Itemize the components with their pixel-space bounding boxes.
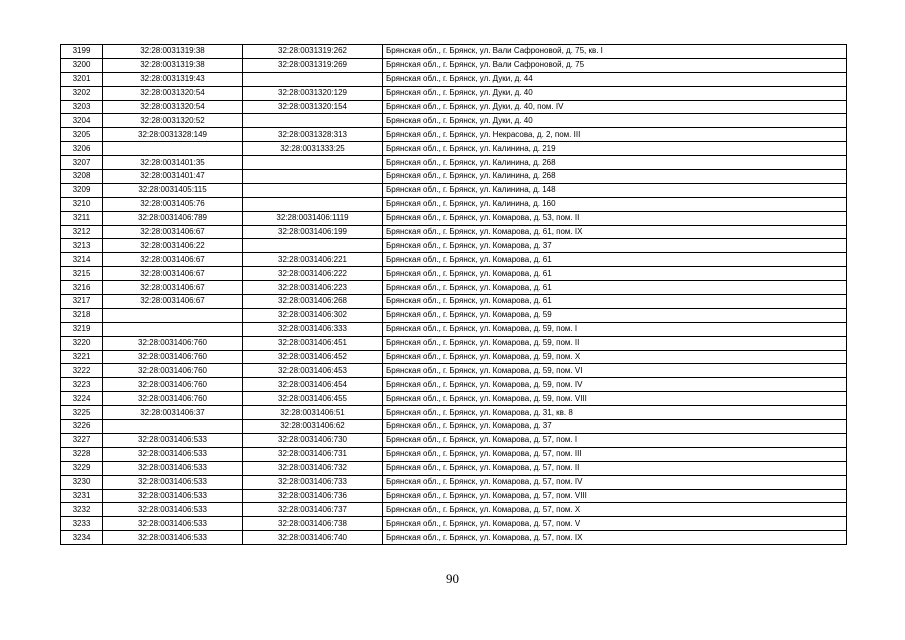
table-row	[61, 336, 847, 350]
row-number-cell: 3234	[61, 531, 103, 545]
object-cadastral-number-cell: 32:28:0031406:223	[243, 281, 383, 295]
cadastral-number-cell: 32:28:0031406:760	[103, 364, 243, 378]
table-row	[61, 503, 847, 517]
cadastral-number-cell: 32:28:0031328:149	[103, 128, 243, 142]
object-cadastral-number-cell: 32:28:0031406:740	[243, 531, 383, 545]
table-row	[61, 350, 847, 364]
row-number-cell: 3233	[61, 517, 103, 531]
object-cadastral-number-cell	[243, 183, 383, 197]
row-number-cell: 3206	[61, 142, 103, 156]
cadastral-number-cell: 32:28:0031406:67	[103, 295, 243, 309]
object-cadastral-number-cell: 32:28:0031406:730	[243, 433, 383, 447]
table-row	[61, 378, 847, 392]
row-number-cell: 3205	[61, 128, 103, 142]
table-row	[61, 475, 847, 489]
table-row	[61, 517, 847, 531]
address-cell: Брянская обл., г. Брянск, ул. Комарова, д. 61, пом. IX	[383, 225, 847, 239]
cadastral-number-cell: 32:28:0031320:54	[103, 86, 243, 100]
table-row	[61, 322, 847, 336]
row-number-cell: 3222	[61, 364, 103, 378]
object-cadastral-number-cell: 32:28:0031406:62	[243, 420, 383, 434]
table-row	[61, 295, 847, 309]
table-row	[61, 420, 847, 434]
address-cell: Брянская обл., г. Брянск, ул. Дуки, д. 44	[383, 72, 847, 86]
address-cell: Брянская обл., г. Брянск, ул. Комарова, д. 59, пом. X	[383, 350, 847, 364]
cadastral-number-cell: 32:28:0031319:43	[103, 72, 243, 86]
cadastral-number-cell: 32:28:0031406:533	[103, 475, 243, 489]
object-cadastral-number-cell: 32:28:0031406:1119	[243, 211, 383, 225]
address-cell: Брянская обл., г. Брянск, ул. Комарова, д. 37	[383, 239, 847, 253]
table-row	[61, 211, 847, 225]
row-number-cell: 3209	[61, 183, 103, 197]
table-row	[61, 86, 847, 100]
row-number-cell: 3216	[61, 281, 103, 295]
object-cadastral-number-cell: 32:28:0031406:451	[243, 336, 383, 350]
table-row	[61, 170, 847, 184]
object-cadastral-number-cell	[243, 156, 383, 170]
address-cell: Брянская обл., г. Брянск, ул. Дуки, д. 40	[383, 114, 847, 128]
row-number-cell: 3224	[61, 392, 103, 406]
object-cadastral-number-cell: 32:28:0031320:154	[243, 100, 383, 114]
address-cell: Брянская обл., г. Брянск, ул. Комарова, д. 57, пом. IV	[383, 475, 847, 489]
address-cell: Брянская обл., г. Брянск, ул. Комарова, д. 61	[383, 253, 847, 267]
table-row	[61, 45, 847, 59]
row-number-cell: 3230	[61, 475, 103, 489]
row-number-cell: 3208	[61, 170, 103, 184]
row-number-cell: 3226	[61, 420, 103, 434]
property-registry-table	[60, 44, 847, 545]
table-row	[61, 142, 847, 156]
cadastral-number-cell	[103, 308, 243, 322]
row-number-cell: 3200	[61, 58, 103, 72]
address-cell: Брянская обл., г. Брянск, ул. Комарова, д. 61	[383, 281, 847, 295]
object-cadastral-number-cell: 32:28:0031406:733	[243, 475, 383, 489]
object-cadastral-number-cell: 32:28:0031406:736	[243, 489, 383, 503]
row-number-cell: 3215	[61, 267, 103, 281]
table-row	[61, 267, 847, 281]
address-cell: Брянская обл., г. Брянск, ул. Комарова, д. 59, пом. VI	[383, 364, 847, 378]
cadastral-number-cell: 32:28:0031406:37	[103, 406, 243, 420]
address-cell: Брянская обл., г. Брянск, ул. Комарова, д. 37	[383, 420, 847, 434]
object-cadastral-number-cell: 32:28:0031406:222	[243, 267, 383, 281]
object-cadastral-number-cell: 32:28:0031406:453	[243, 364, 383, 378]
cadastral-number-cell: 32:28:0031405:76	[103, 197, 243, 211]
cadastral-number-cell	[103, 420, 243, 434]
row-number-cell: 3228	[61, 447, 103, 461]
object-cadastral-number-cell: 32:28:0031319:262	[243, 45, 383, 59]
address-cell: Брянская обл., г. Брянск, ул. Комарова, д. 59, пом. IV	[383, 378, 847, 392]
row-number-cell: 3199	[61, 45, 103, 59]
cadastral-number-cell: 32:28:0031406:67	[103, 253, 243, 267]
cadastral-number-cell: 32:28:0031406:533	[103, 447, 243, 461]
row-number-cell: 3211	[61, 211, 103, 225]
address-cell: Брянская обл., г. Брянск, ул. Калинина, д. 148	[383, 183, 847, 197]
address-cell: Брянская обл., г. Брянск, ул. Вали Сафроновой, д. 75, кв. I	[383, 45, 847, 59]
address-cell: Брянская обл., г. Брянск, ул. Комарова, д. 57, пом. I	[383, 433, 847, 447]
row-number-cell: 3227	[61, 433, 103, 447]
row-number-cell: 3232	[61, 503, 103, 517]
object-cadastral-number-cell: 32:28:0031406:199	[243, 225, 383, 239]
object-cadastral-number-cell	[243, 170, 383, 184]
cadastral-number-cell: 32:28:0031406:67	[103, 225, 243, 239]
table-row	[61, 447, 847, 461]
row-number-cell: 3225	[61, 406, 103, 420]
row-number-cell: 3229	[61, 461, 103, 475]
address-cell: Брянская обл., г. Брянск, ул. Комарова, д. 59	[383, 308, 847, 322]
cadastral-number-cell: 32:28:0031406:533	[103, 489, 243, 503]
table-row	[61, 128, 847, 142]
cadastral-number-cell	[103, 322, 243, 336]
object-cadastral-number-cell	[243, 114, 383, 128]
cadastral-number-cell: 32:28:0031401:35	[103, 156, 243, 170]
object-cadastral-number-cell	[243, 197, 383, 211]
page-number: 90	[446, 571, 459, 586]
address-cell: Брянская обл., г. Брянск, ул. Комарова, д. 57, пом. III	[383, 447, 847, 461]
table-row	[61, 183, 847, 197]
cadastral-number-cell: 32:28:0031406:22	[103, 239, 243, 253]
address-cell: Брянская обл., г. Брянск, ул. Комарова, д. 57, пом. IX	[383, 531, 847, 545]
address-cell: Брянская обл., г. Брянск, ул. Комарова, д. 61	[383, 295, 847, 309]
address-cell: Брянская обл., г. Брянск, ул. Дуки, д. 40, пом. IV	[383, 100, 847, 114]
row-number-cell: 3210	[61, 197, 103, 211]
object-cadastral-number-cell: 32:28:0031406:455	[243, 392, 383, 406]
address-cell: Брянская обл., г. Брянск, ул. Комарова, д. 57, пом. V	[383, 517, 847, 531]
table-row	[61, 489, 847, 503]
cadastral-number-cell: 32:28:0031320:52	[103, 114, 243, 128]
table-row	[61, 308, 847, 322]
cadastral-number-cell: 32:28:0031319:38	[103, 45, 243, 59]
address-cell: Брянская обл., г. Брянск, ул. Комарова, д. 31, кв. 8	[383, 406, 847, 420]
object-cadastral-number-cell: 32:28:0031406:737	[243, 503, 383, 517]
cadastral-number-cell: 32:28:0031406:760	[103, 336, 243, 350]
address-cell: Брянская обл., г. Брянск, ул. Калинина, д. 268	[383, 156, 847, 170]
table-row	[61, 114, 847, 128]
address-cell: Брянская обл., г. Брянск, ул. Вали Сафроновой, д. 75	[383, 58, 847, 72]
row-number-cell: 3212	[61, 225, 103, 239]
address-cell: Брянская обл., г. Брянск, ул. Калинина, д. 268	[383, 170, 847, 184]
cadastral-number-cell: 32:28:0031406:533	[103, 461, 243, 475]
cadastral-number-cell: 32:28:0031406:760	[103, 350, 243, 364]
table-row	[61, 72, 847, 86]
cadastral-number-cell: 32:28:0031406:533	[103, 433, 243, 447]
row-number-cell: 3207	[61, 156, 103, 170]
row-number-cell: 3204	[61, 114, 103, 128]
table-row	[61, 433, 847, 447]
table-row	[61, 461, 847, 475]
table-row	[61, 58, 847, 72]
cadastral-number-cell: 32:28:0031406:760	[103, 378, 243, 392]
cadastral-number-cell: 32:28:0031406:533	[103, 503, 243, 517]
table-row	[61, 364, 847, 378]
row-number-cell: 3218	[61, 308, 103, 322]
object-cadastral-number-cell: 32:28:0031319:269	[243, 58, 383, 72]
cadastral-number-cell: 32:28:0031319:38	[103, 58, 243, 72]
table-row	[61, 406, 847, 420]
object-cadastral-number-cell: 32:28:0031328:313	[243, 128, 383, 142]
row-number-cell: 3221	[61, 350, 103, 364]
object-cadastral-number-cell: 32:28:0031406:221	[243, 253, 383, 267]
table-row	[61, 156, 847, 170]
table-row	[61, 253, 847, 267]
cadastral-number-cell: 32:28:0031405:115	[103, 183, 243, 197]
object-cadastral-number-cell	[243, 239, 383, 253]
object-cadastral-number-cell: 32:28:0031406:454	[243, 378, 383, 392]
row-number-cell: 3214	[61, 253, 103, 267]
row-number-cell: 3203	[61, 100, 103, 114]
cadastral-number-cell: 32:28:0031320:54	[103, 100, 243, 114]
table-row	[61, 531, 847, 545]
object-cadastral-number-cell: 32:28:0031406:732	[243, 461, 383, 475]
address-cell: Брянская обл., г. Брянск, ул. Некрасова, д. 2, пом. III	[383, 128, 847, 142]
address-cell: Брянская обл., г. Брянск, ул. Комарова, д. 57, пом. X	[383, 503, 847, 517]
object-cadastral-number-cell: 32:28:0031406:333	[243, 322, 383, 336]
object-cadastral-number-cell: 32:28:0031406:268	[243, 295, 383, 309]
cadastral-number-cell: 32:28:0031406:533	[103, 531, 243, 545]
row-number-cell: 3220	[61, 336, 103, 350]
row-number-cell: 3201	[61, 72, 103, 86]
object-cadastral-number-cell: 32:28:0031406:731	[243, 447, 383, 461]
table-row	[61, 392, 847, 406]
table-row	[61, 239, 847, 253]
address-cell: Брянская обл., г. Брянск, ул. Комарова, д. 57, пом. II	[383, 461, 847, 475]
row-number-cell: 3219	[61, 322, 103, 336]
row-number-cell: 3231	[61, 489, 103, 503]
object-cadastral-number-cell: 32:28:0031406:452	[243, 350, 383, 364]
table-body	[61, 45, 847, 545]
object-cadastral-number-cell: 32:28:0031406:738	[243, 517, 383, 531]
object-cadastral-number-cell	[243, 72, 383, 86]
cadastral-number-cell: 32:28:0031401:47	[103, 170, 243, 184]
table-row	[61, 225, 847, 239]
address-cell: Брянская обл., г. Брянск, ул. Калинина, д. 219	[383, 142, 847, 156]
cadastral-number-cell: 32:28:0031406:760	[103, 392, 243, 406]
address-cell: Брянская обл., г. Брянск, ул. Комарова, д. 57, пом. VIII	[383, 489, 847, 503]
address-cell: Брянская обл., г. Брянск, ул. Дуки, д. 40	[383, 86, 847, 100]
cadastral-number-cell: 32:28:0031406:533	[103, 517, 243, 531]
table-row	[61, 197, 847, 211]
object-cadastral-number-cell: 32:28:0031406:51	[243, 406, 383, 420]
cadastral-number-cell: 32:28:0031406:67	[103, 281, 243, 295]
address-cell: Брянская обл., г. Брянск, ул. Комарова, д. 53, пом. II	[383, 211, 847, 225]
address-cell: Брянская обл., г. Брянск, ул. Калинина, д. 160	[383, 197, 847, 211]
row-number-cell: 3202	[61, 86, 103, 100]
cadastral-number-cell	[103, 142, 243, 156]
cadastral-number-cell: 32:28:0031406:789	[103, 211, 243, 225]
object-cadastral-number-cell: 32:28:0031333:25	[243, 142, 383, 156]
address-cell: Брянская обл., г. Брянск, ул. Комарова, д. 61	[383, 267, 847, 281]
address-cell: Брянская обл., г. Брянск, ул. Комарова, д. 59, пом. II	[383, 336, 847, 350]
cadastral-number-cell: 32:28:0031406:67	[103, 267, 243, 281]
row-number-cell: 3223	[61, 378, 103, 392]
address-cell: Брянская обл., г. Брянск, ул. Комарова, д. 59, пом. VIII	[383, 392, 847, 406]
table-row	[61, 100, 847, 114]
row-number-cell: 3217	[61, 295, 103, 309]
row-number-cell: 3213	[61, 239, 103, 253]
object-cadastral-number-cell: 32:28:0031320:129	[243, 86, 383, 100]
object-cadastral-number-cell: 32:28:0031406:302	[243, 308, 383, 322]
table-row	[61, 281, 847, 295]
address-cell: Брянская обл., г. Брянск, ул. Комарова, д. 59, пом. I	[383, 322, 847, 336]
